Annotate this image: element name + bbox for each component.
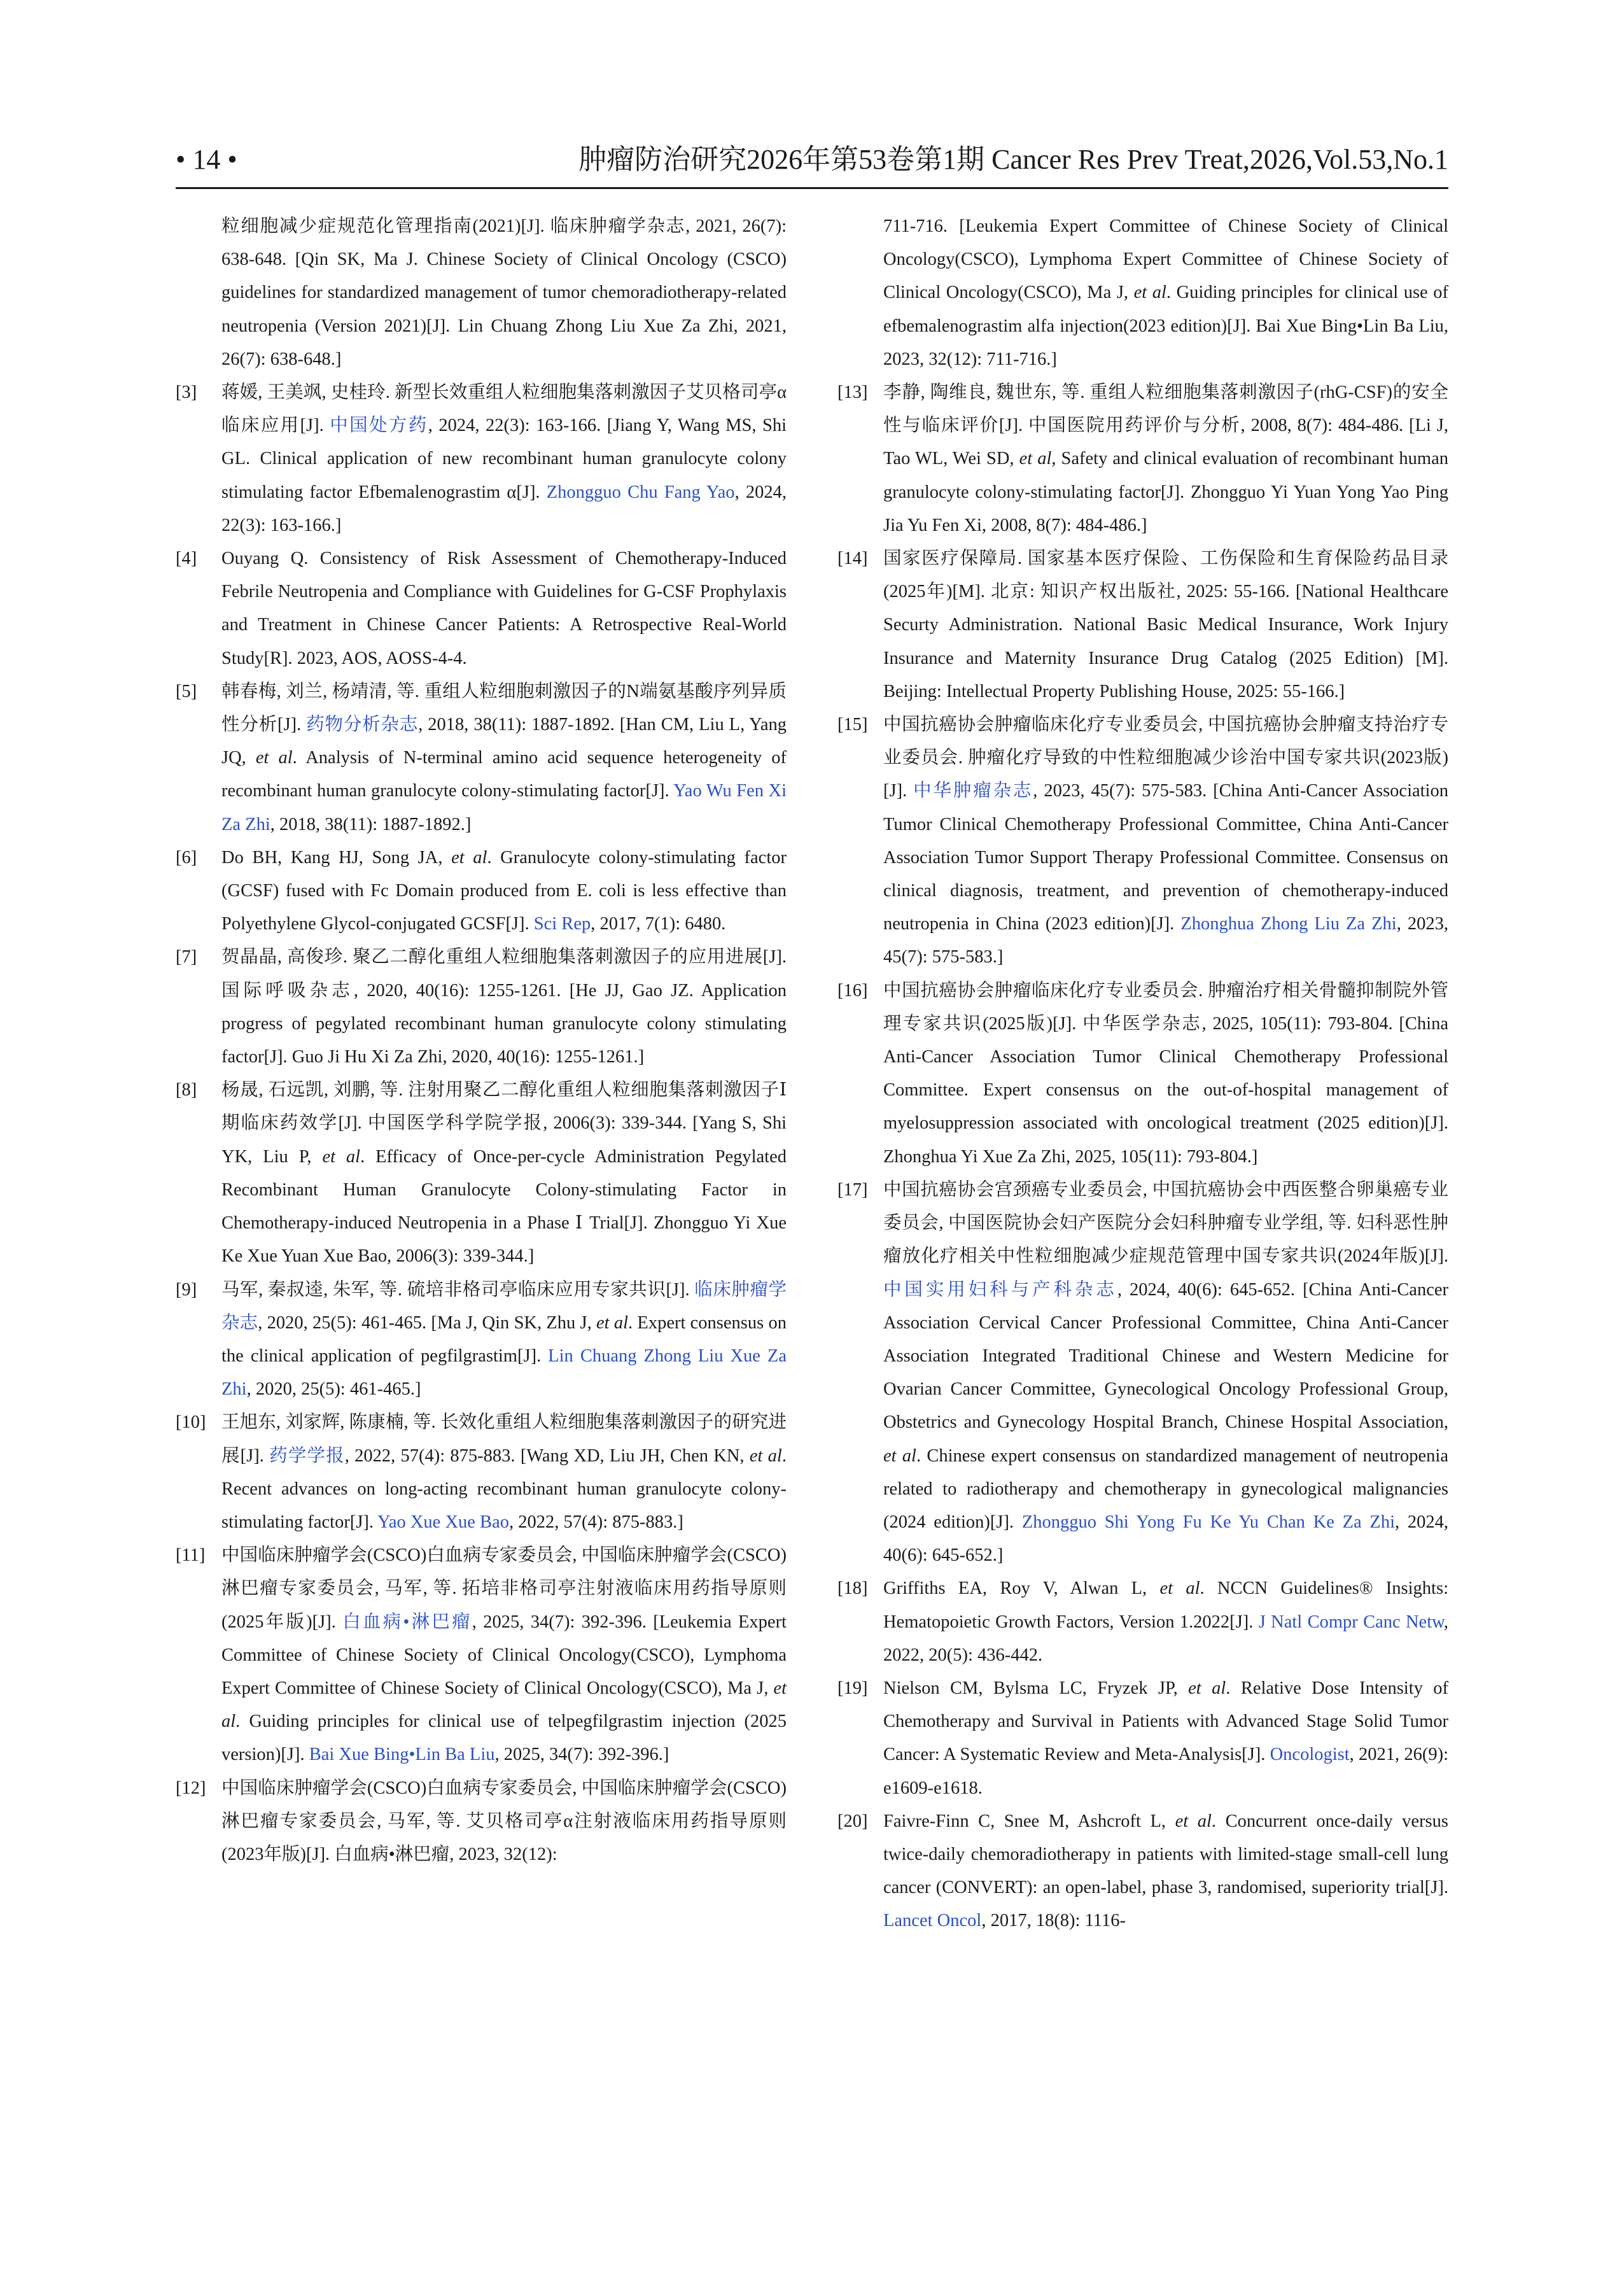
reference-11: [11] 中国临床肿瘤学会(CSCO)白血病专家委员会, 中国临床肿瘤学会(CSCO)淋巴瘤专家委员会, 马军, 等. 拓培非格司亭注射液临床用药指导原则(2025年版)[J]. 白血病•淋巴瘤, 2025, 34(7): 392-396. [Leukemia Expert Committee of Chinese Society of Clinical Oncology(CSCO), Lymphoma Expert Committee of Chinese Society of Clinical Oncology(CSCO), Ma J, et al. Guiding principles for clinical use of telpegfilgrastim injection (2025 version)[J]. Bai Xue Bing•Lin Ba Liu, 2025, 34(7): 392-396.] bbox=[176, 1545, 787, 1765]
reference-20: [20] Faivre-Finn C, Snee M, Ashcroft L, et al. Concurrent once-daily versus twice-daily chemoradiotherapy in patients with limited-stage small-cell lung cancer (CONVERT): an open-label, phase 3, randomised, superiority trial[J]. Lancet Oncol, 2017, 18(8): 1116- bbox=[837, 1811, 1448, 1931]
journal-link[interactable]: Zhonghua Zhong Liu Za Zhi bbox=[1180, 914, 1397, 934]
journal-link[interactable]: Lin Chuang Zhong Liu Xue Za Zhi bbox=[221, 1346, 787, 1400]
journal-link[interactable]: 中国处方药 bbox=[330, 416, 428, 436]
reference-10: [10] 王旭东, 刘家辉, 陈康楠, 等. 长效化重组人粒细胞集落刺激因子的研究进展[J]. 药学学报, 2022, 57(4): 875-883. [Wang XD, Liu JH, Chen KN, et al. Recent advances on long-acting recombinant human granulocyte colony-stimulating factor[J]. Yao Xue Xue Bao, 2022, 57(4): 875-883.] bbox=[176, 1412, 787, 1532]
journal-link[interactable]: 药物分析杂志 bbox=[306, 715, 419, 735]
journal-running-title: 肿瘤防治研究2026年第53卷第1期 Cancer Res Prev Treat,2026,Vol.53,No.1 bbox=[578, 144, 1448, 175]
journal-link[interactable]: Sci Rep bbox=[533, 914, 591, 934]
reference-7: [7] 贺晶晶, 高俊珍. 聚乙二醇化重组人粒细胞集落刺激因子的应用进展[J]. 国际呼吸杂志, 2020, 40(16): 1255-1261. [He JJ, Gao JZ. Application progress of pegylated recombinant human granulocyte colony stimulating factor[J]. Guo Ji Hu Xi Za Zhi, 2020, 40(16): 1255-1261.] bbox=[176, 947, 787, 1067]
reference-17: [17] 中国抗癌协会宫颈癌专业委员会, 中国抗癌协会中西医整合卵巢癌专业委员会, 中国医院协会妇产医院分会妇科肿瘤专业学组, 等. 妇科恶性肿瘤放化疗相关中性粒细胞减少症规范管理中国专家共识(2024年版)[J]. 中国实用妇科与产科杂志, 2024, 40(6): 645-652. [China Anti-Cancer Association Cervical Cancer Professional Committee, China Anti-Cancer Association Integrated Traditional Chinese and Western Medicine for Ovarian Cancer Committee, Gynecological Oncology Professional Group, Obstetrics and Gynecology Hospital Branch, Chinese Hospital Association, et al. Chinese expert consensus on standardized management of neutropenia related to radiotherapy and chemotherapy in gynecological malignancies (2024 edition)[J]. Zhongguo Shi Yong Fu Ke Yu Chan Ke Za Zhi, 2024, 40(6): 645-652.] bbox=[837, 1179, 1449, 1566]
journal-link[interactable]: Yao Xue Xue Bao bbox=[377, 1512, 509, 1532]
reference-15: [15] 中国抗癌协会肿瘤临床化疗专业委员会, 中国抗癌协会肿瘤支持治疗专业委员会. 肿瘤化疗导致的中性粒细胞减少诊治中国专家共识(2023版)[J]. 中华肿瘤杂志, 2023, 45(7): 575-583. [China Anti-Cancer Association Tumor Clinical Chemotherapy Professional Committee, China Anti-Cancer Association Tumor Support Therapy Professional Committee. Consensus on clinical diagnosis, treatment, and prevention of chemotherapy-induced neutropenia in China (2023 edition)[J]. Zhonghua Zhong Liu Za Zhi, 2023, 45(7): 575-583.] bbox=[837, 715, 1449, 967]
reference-16: [16] 中国抗癌协会肿瘤临床化疗专业委员会. 肿瘤治疗相关骨髓抑制院外管理专家共识(2025版)[J]. 中华医学杂志, 2025, 105(11): 793-804. [China Anti-Cancer Association Tumor Clinical Chemotherapy Professional Committee. Expert consensus on the out-of-hospital management of myelosuppression associated with oncological treatment (2025 edition)[J]. Zhonghua Yi Xue Za Zhi, 2025, 105(11): 793-804.] bbox=[837, 980, 1448, 1167]
reference-14: [14] 国家医疗保障局. 国家基本医疗保险、工伤保险和生育保险药品目录(2025年)[M]. 北京: 知识产权出版社, 2025: 55-166. [National Healthcare Securty Administration. National Basic Medical Insurance, Work Injury Insurance and Maternity Insurance Drug Catalog (2025 Edition) [M]. Beijing: Intellectual Property Publishing House, 2025: 55-166.] bbox=[837, 549, 1448, 701]
reference-3: [3] 蒋媛, 王美飒, 史桂玲. 新型长效重组人粒细胞集落刺激因子艾贝格司亭α临床应用[J]. 中国处方药, 2024, 22(3): 163-166. [Jiang Y, Wang MS, Shi GL. Clinical application of new recombinant human granulocyte colony stimulating factor Efbemalenograstim α[J]. Zhongguo Chu Fang Yao, 2024, 22(3): 163-166.] bbox=[176, 383, 787, 535]
journal-link[interactable]: Lancet Oncol bbox=[883, 1911, 982, 1931]
journal-link[interactable]: Zhongguo Chu Fang Yao bbox=[546, 482, 735, 502]
header-rule bbox=[176, 187, 1448, 189]
reference-column-left bbox=[176, 210, 787, 1871]
reference-12: [12] 中国临床肿瘤学会(CSCO)白血病专家委员会, 中国临床肿瘤学会(CSCO)淋巴瘤专家委员会, 马军, 等. 艾贝格司亭α注射液临床用药指导原则(2023年版)[J]. 白血病•淋巴瘤, 2023, 32(12): bbox=[176, 1778, 787, 1864]
reference-9: [9] 马军, 秦叔逵, 朱军, 等. 硫培非格司亭临床应用专家共识[J]. 临床肿瘤学杂志, 2020, 25(5): 461-465. [Ma J, Qin SK, Zhu J, et al. Expert consensus on the clinical application of pegfilgrastim[J]. Lin Chuang Zhong Liu Xue Za Zhi, 2020, 25(5): 461-465.] bbox=[176, 1279, 787, 1400]
page-number: • 14 • bbox=[176, 144, 237, 175]
reference-column-right bbox=[837, 210, 1448, 1938]
reference-18: [18] Griffiths EA, Roy V, Alwan L, et al. NCCN Guidelines® Insights: Hematopoietic Growth Factors, Version 1.2022[J]. J Natl Compr Canc Netw, 2022, 20(5): 436-442. bbox=[837, 1578, 1448, 1665]
reference-6: [6] Do BH, Kang HJ, Song JA, et al. Granulocyte colony-stimulating factor (GCSF) fused with Fc Domain produced from E. coli is less effective than Polyethylene Glycol-conjugated GCSF[J]. Sci Rep, 2017, 7(1): 6480. bbox=[176, 847, 787, 934]
reference-13: [13] 李静, 陶维良, 魏世东, 等. 重组人粒细胞集落刺激因子(rhG-CSF)的安全性与临床评价[J]. 中国医院用药评价与分析, 2008, 8(7): 484-486. [Li J, Tao WL, Wei SD, et al, Safety and clinical evaluation of recombinant human granulocyte colony-stimulating factor[J]. Zhongguo Yi Yuan Yong Yao Ping Jia Yu Fen Xi, 2008, 8(7): 484-486.] bbox=[837, 383, 1448, 535]
journal-link[interactable]: 中华肿瘤杂志 bbox=[913, 781, 1033, 801]
reference-19: [19] Nielson CM, Bylsma LC, Fryzek JP, et al. Relative Dose Intensity of Chemotherapy and Survival in Patients with Advanced Stage Solid Tumor Cancer: A Systematic Review and Meta-Analysis[J]. Oncologist, 2021, 26(9): e1609-e1618. bbox=[837, 1678, 1448, 1798]
journal-link[interactable]: 中国实用妇科与产科杂志 bbox=[883, 1279, 1117, 1300]
reference-8: [8] 杨晟, 石远凯, 刘鹏, 等. 注射用聚乙二醇化重组人粒细胞集落刺激因子Ⅰ期临床药效学[J]. 中国医学科学院学报, 2006(3): 339-344. [Yang S, Shi YK, Liu P, et al. Efficacy of Once-per-cycle Administration Pegylated Recombinant Human Granulocyte Colony-stimulating Factor in Chemotherapy-induced Neutropenia in a Phase Ⅰ Trial[J]. Zhongguo Yi Xue Ke Xue Yuan Xue Bao, 2006(3): 339-344.] bbox=[176, 1080, 787, 1267]
journal-link[interactable]: 白血病•淋巴瘤 bbox=[342, 1612, 472, 1632]
journal-link[interactable]: Bai Xue Bing•Lin Ba Liu bbox=[309, 1745, 495, 1765]
journal-link[interactable]: J Natl Compr Canc Netw bbox=[1258, 1612, 1444, 1632]
reference-5: [5] 韩春梅, 刘兰, 杨靖清, 等. 重组人粒细胞刺激因子的N端氨基酸序列异质性分析[J]. 药物分析杂志, 2018, 38(11): 1887-1892. [Han CM, Liu L, Yang JQ, et al. Analysis of N-terminal amino acid sequence heterogeneity of recombinant human granulocyte colony-stimulating factor[J]. Yao Wu Fen Xi Za Zhi, 2018, 38(11): 1887-1892.] bbox=[176, 681, 787, 834]
journal-link[interactable]: 临床肿瘤学杂志 bbox=[221, 1279, 787, 1333]
journal-link[interactable]: Yao Wu Fen Xi Za Zhi bbox=[221, 781, 787, 834]
reference-4: [4] Ouyang Q. Consistency of Risk Assessment of Chemotherapy-Induced Febrile Neutropenia and Compliance with Guidelines for G-CSF Prophylaxis and Treatment in Chinese Cancer Patients: A Retrospective Real-World Study[R]. 2023, AOS, AOSS-4-4. bbox=[176, 549, 787, 668]
journal-link[interactable]: Zhongguo Shi Yong Fu Ke Yu Chan Ke Za Zhi bbox=[1021, 1512, 1396, 1532]
journal-link[interactable]: 药学学报 bbox=[269, 1445, 345, 1466]
reference-continuation: 711-716. [Leukemia Expert Committee of Chinese Society of Clinical Oncology(CSCO), Lymphoma Expert Committee of Chinese Society of Clinical Oncology(CSCO), Ma J, et al. Guiding principles for clinical use of efbemalenograstim alfa injection(2023 edition)[J]. Bai Xue Bing•Lin Ba Liu, 2023, 32(12): 711-716.] bbox=[883, 216, 1448, 369]
page-header bbox=[176, 137, 1448, 182]
reference-continuation: 粒细胞减少症规范化管理指南(2021)[J]. 临床肿瘤学杂志, 2021, 26(7): 638-648. [Qin SK, Ma J. Chinese Society of Clinical Oncology (CSCO) guidelines for standardized management of tumor chemoradiotherapy-related neutropenia (Version 2021)[J]. Lin Chuang Zhong Liu Xue Za Zhi, 2021, 26(7): 638-648.] bbox=[221, 216, 787, 369]
journal-link[interactable]: Oncologist bbox=[1270, 1745, 1350, 1765]
